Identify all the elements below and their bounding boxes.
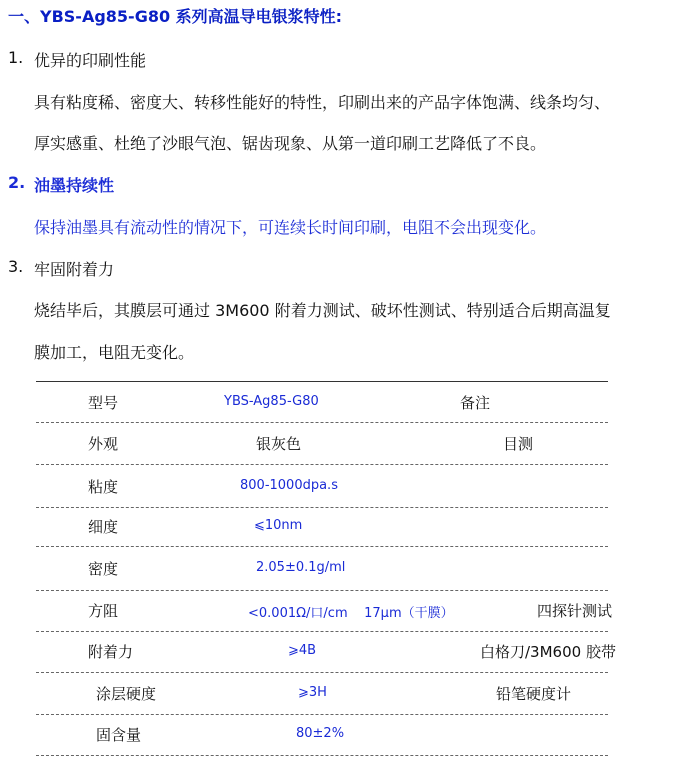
table-row-label: 粘度 — [88, 478, 119, 496]
row-divider — [36, 507, 608, 508]
section-1-title: 优异的印刷性能 — [34, 51, 147, 70]
table-row-note: 白格刀/3M600 胶带 — [480, 643, 616, 661]
table-row-label: 涂层硬度 — [96, 685, 157, 703]
table-row-value: <0.001Ω/口/cm 17μm（干膜） — [248, 606, 454, 621]
table-row-value: ⩽10nm — [254, 518, 303, 533]
table-row-value: 80±2% — [296, 726, 345, 741]
row-divider — [36, 546, 608, 547]
section-3-line-2: 膜加工，电阻无变化。 — [34, 343, 195, 362]
table-row-note: 目测 — [503, 435, 534, 453]
section-2-line-1: 保持油墨具有流动性的情况下，可连续长时间印刷，电阻不会出现变化。 — [34, 218, 547, 237]
table-bottom-rule — [36, 755, 608, 756]
table-row-value: 800-1000dpa.s — [240, 478, 338, 493]
table-row-note: 铅笔硬度计 — [496, 685, 572, 703]
row-divider — [36, 422, 608, 423]
row-divider — [36, 464, 608, 465]
section-1-number: 1. — [8, 48, 24, 67]
table-row-label: 方阻 — [88, 602, 119, 620]
section-3-title: 牢固附着力 — [34, 260, 115, 279]
section-1-line-1: 具有粘度稀、密度大、转移性能好的特性，印刷出来的产品字体饱满、线条均匀、 — [34, 93, 611, 112]
table-row-label: 附着力 — [88, 643, 134, 661]
section-3-line-1: 烧结毕后，其膜层可通过 3M600 附着力测试、破坏性测试、特别适合后期高温复 — [34, 301, 611, 320]
row-divider — [36, 631, 608, 632]
table-header-notes: 备注 — [460, 394, 491, 412]
table-row-value: 2.05±0.1g/ml — [256, 560, 346, 575]
table-row-label: 密度 — [88, 560, 119, 578]
table-row-value: ⩾4B — [288, 643, 317, 658]
table-row-label: 外观 — [88, 435, 119, 453]
table-row-value: ⩾3H — [298, 685, 327, 700]
row-divider — [36, 672, 608, 673]
document-heading: 一、YBS-Ag85-G80 系列高温导电银浆特性: — [8, 7, 343, 26]
row-divider — [36, 590, 608, 591]
table-row-note: 四探针测试 — [537, 602, 613, 620]
table-row-value: 银灰色 — [256, 435, 302, 453]
table-row-label: 细度 — [88, 518, 119, 536]
row-divider — [36, 714, 608, 715]
section-3-number: 3. — [8, 257, 24, 276]
section-2-title: 油墨持续性 — [34, 176, 115, 195]
section-2-number: 2. — [8, 173, 26, 192]
table-top-rule — [36, 381, 608, 382]
table-row-label: 固含量 — [96, 726, 142, 744]
table-header-model-value: YBS-Ag85-G80 — [224, 394, 319, 409]
section-1-line-2: 厚实感重、杜绝了沙眼气泡、锯齿现象、从第一道印刷工艺降低了不良。 — [34, 134, 547, 153]
table-header-model: 型号 — [88, 394, 119, 412]
